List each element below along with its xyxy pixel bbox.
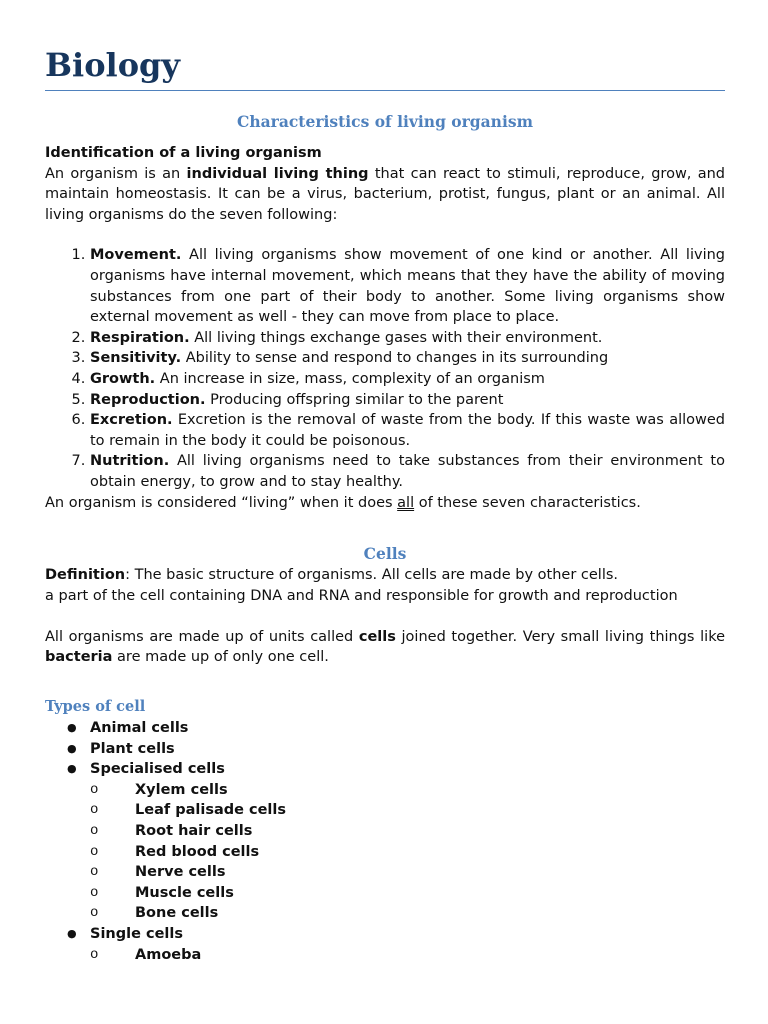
section-heading-cells: Cells — [363, 544, 407, 564]
intro-bold-term: individual living thing — [186, 165, 369, 182]
list-item: ● Single cells o Amoeba — [67, 924, 725, 965]
list-item: ● Specialised cells o Xylem cells o Leaf palisade cells o Root hair cells o Red blood cells o Nerve cells o Muscle cells o Bone cells — [67, 759, 725, 924]
list-item: 6. Excretion. Excretion is the removal of waste from the body. If this waste was allowed to remain in the body it could be poisonous. — [90, 410, 725, 451]
list-item: 7. Nutrition. All living organisms need to take substances from their environment to obtain energy, to grow and to stay healthy. — [90, 451, 725, 492]
paragraph-spacer — [45, 606, 725, 627]
specialised-cells-list — [90, 780, 725, 924]
list-item: 5. Reproduction. Producing offspring similar to the parent — [90, 390, 725, 411]
definition-line-2: a part of the cell containing DNA and RNA and responsible for growth and reproduction — [45, 587, 678, 604]
units-paragraph: All organisms are made up of units called cells joined together. Very small living things like bacteria are made up of only one cell. — [45, 628, 725, 666]
list-item: 2. Respiration. All living things exchange gases with their environment. — [90, 328, 725, 349]
emphasis-all: all — [397, 494, 415, 511]
list-item: o Nerve cells — [90, 862, 725, 883]
list-item: o Muscle cells — [90, 883, 725, 904]
list-item: ● Animal cells — [67, 718, 725, 739]
cell-types-list — [45, 718, 725, 965]
list-item: o Xylem cells — [90, 780, 725, 801]
list-item: o Root hair cells — [90, 821, 725, 842]
section-heading-characteristics: Characteristics of living organism — [237, 112, 533, 131]
intro-paragraph — [45, 164, 725, 226]
characteristics-list — [45, 245, 725, 492]
document-page — [45, 40, 725, 965]
list-item: 1. Movement. All living organisms show movement of one kind or another. All living organisms have internal movement, which means that they have the ability of moving substances from one part of their body to another. Some living organisms show external movement as well - they can move from place to place. — [90, 245, 725, 327]
list-item: 3. Sensitivity. Ability to sense and respond to changes in its surrounding — [90, 348, 725, 369]
definition-paragraph: Definition: The basic structure of organisms. All cells are made by other cells. — [45, 567, 619, 584]
list-item: o Amoeba — [90, 945, 725, 966]
subsection-heading-types-of-cell: Types of cell — [45, 698, 146, 716]
title-rule — [45, 90, 725, 91]
definition-label: Definition — [45, 567, 126, 584]
intro-text-start: An organism is an — [45, 165, 187, 182]
intro-text-end: that can react to stimuli, reproduce, grow, and maintain homeostasis. It can be a virus, bacterium, protist, fungus, plant or an animal. All living organisms do the seven following: — [45, 165, 725, 223]
list-item: o Red blood cells — [90, 842, 725, 863]
list-item: 4. Growth. An increase in size, mass, complexity of an organism — [90, 369, 725, 390]
document-title: Biology — [45, 46, 181, 84]
list-item: o Leaf palisade cells — [90, 800, 725, 821]
conclusion-paragraph: An organism is considered “living” when it does all of these seven characteristics. — [45, 494, 641, 511]
list-item: ● Plant cells — [67, 739, 725, 760]
list-item: o Bone cells — [90, 903, 725, 924]
subheading-identification: Identification of a living organism — [45, 145, 322, 161]
single-cells-list — [90, 945, 725, 966]
